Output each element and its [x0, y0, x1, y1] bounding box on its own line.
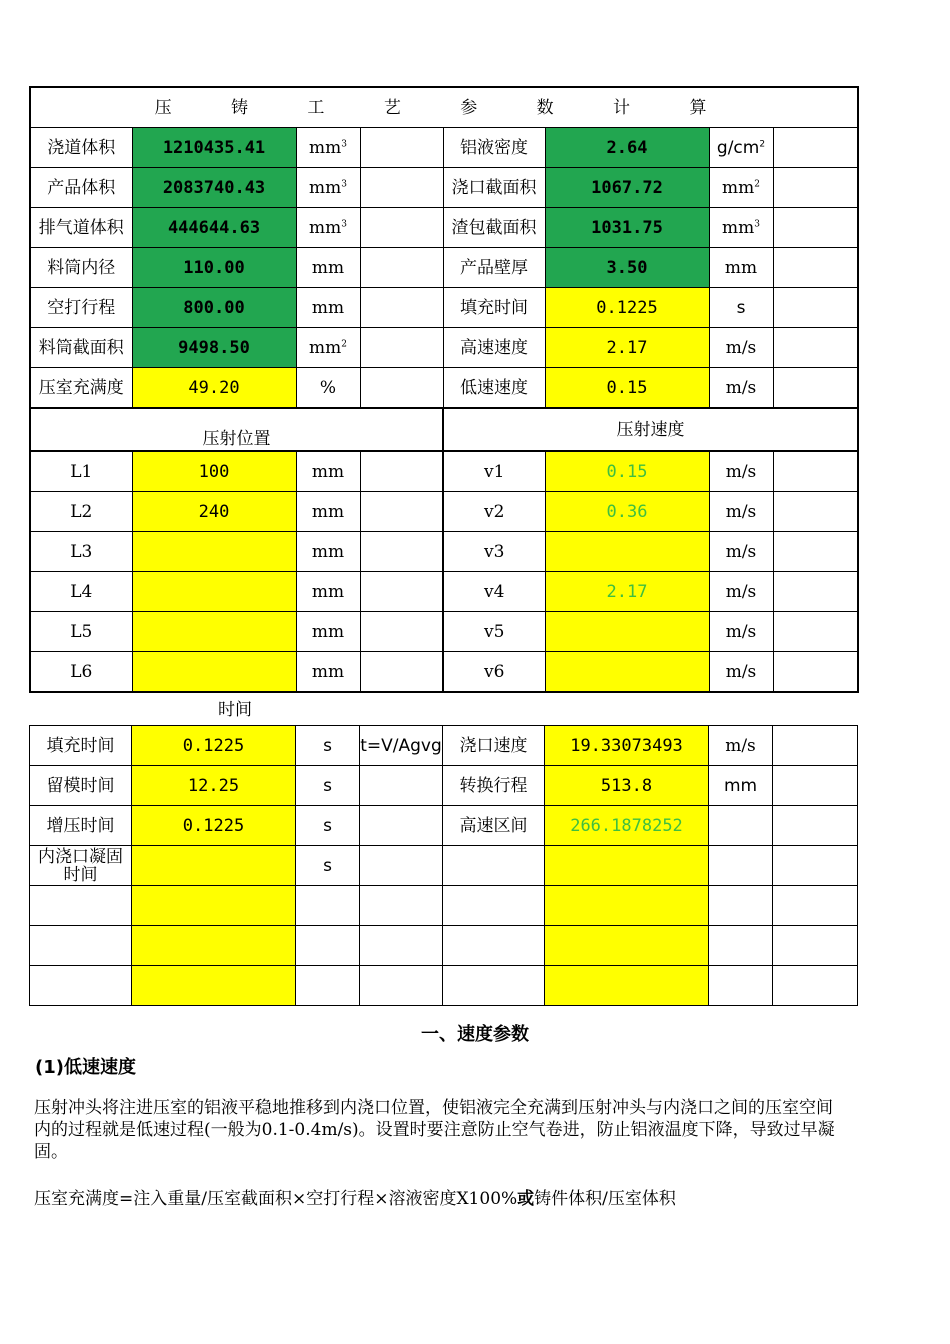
positions-header: 压射位置	[30, 408, 443, 451]
cell-fill-time[interactable]: 0.1225	[545, 288, 709, 328]
empty-cell[interactable]	[360, 208, 443, 248]
position-unit: mm	[296, 532, 360, 572]
speed-label: v2	[443, 492, 545, 532]
empty-cell[interactable]	[360, 612, 443, 652]
label-vent-volume: 排气道体积	[30, 208, 132, 248]
label-sleeve-area: 料筒截面积	[30, 328, 132, 368]
result-label: 转换行程	[443, 766, 545, 806]
time-value[interactable]: 0.1225	[132, 806, 296, 846]
position-value[interactable]	[132, 652, 296, 693]
position-label: L4	[30, 572, 132, 612]
unit-product-volume: $mm^3$	[296, 168, 360, 208]
result-unit	[709, 806, 773, 846]
position-label: L5	[30, 612, 132, 652]
time-value[interactable]: 0.1225	[132, 726, 296, 766]
speed-label: v1	[443, 451, 545, 492]
empty-cell[interactable]	[773, 168, 858, 208]
speed-unit: m/s	[709, 652, 773, 693]
empty-yellow-cell[interactable]	[545, 926, 709, 966]
position-label: L6	[30, 652, 132, 693]
unit-sleeve-area: $mm^2$	[296, 328, 360, 368]
empty-cell[interactable]	[360, 168, 443, 208]
empty-cell[interactable]	[773, 328, 858, 368]
empty-cell[interactable]	[773, 652, 858, 693]
cell-gate-area[interactable]: 1067.72	[545, 168, 709, 208]
unit-low-speed: m/s	[709, 368, 773, 409]
cell-high-speed[interactable]: 2.17	[545, 328, 709, 368]
result-value[interactable]: 513.8	[545, 766, 709, 806]
empty-cell[interactable]	[773, 572, 858, 612]
empty-yellow-cell[interactable]	[545, 966, 709, 1006]
cell-dry-stroke[interactable]: 800.00	[132, 288, 296, 328]
unit-fill-ratio: %	[296, 368, 360, 409]
empty-cell[interactable]	[773, 966, 858, 1006]
empty-cell[interactable]	[773, 806, 858, 846]
position-value[interactable]: 100	[132, 451, 296, 492]
label-high-speed: 高速速度	[443, 328, 545, 368]
empty-cell[interactable]	[30, 886, 132, 926]
position-value[interactable]	[132, 572, 296, 612]
empty-yellow-cell[interactable]	[545, 886, 709, 926]
empty-cell[interactable]	[443, 966, 545, 1006]
position-unit: mm	[296, 451, 360, 492]
empty-cell[interactable]	[773, 288, 858, 328]
unit-high-speed: m/s	[709, 328, 773, 368]
empty-cell[interactable]	[773, 532, 858, 572]
cell-al-density[interactable]: 2.64	[545, 128, 709, 168]
time-label-cell: 内浇口凝固时间	[30, 846, 132, 886]
formula-note: t=V/Agvg	[360, 726, 443, 766]
empty-cell[interactable]	[773, 128, 858, 168]
empty-cell[interactable]	[773, 492, 858, 532]
result-value[interactable]: 266.1878252	[545, 806, 709, 846]
unit-slag-area: $mm^3$	[709, 208, 773, 248]
unit-sleeve-diameter: mm	[296, 248, 360, 288]
page-title: 压 铸 工 艺 参 数 计 算	[30, 87, 858, 128]
empty-cell[interactable]	[709, 966, 773, 1006]
empty-cell[interactable]	[30, 966, 132, 1006]
position-unit: mm	[296, 652, 360, 693]
unit-gate-area: $mm^2$	[709, 168, 773, 208]
result-unit	[709, 846, 773, 886]
time-value[interactable]	[132, 846, 296, 886]
position-unit: mm	[296, 612, 360, 652]
cell-slag-area[interactable]: 1031.75	[545, 208, 709, 248]
time-value[interactable]: 12.25	[132, 766, 296, 806]
empty-cell[interactable]	[360, 926, 443, 966]
empty-cell[interactable]	[296, 886, 360, 926]
result-label: 浇口速度	[443, 726, 545, 766]
result-value[interactable]	[545, 846, 709, 886]
label-fill-time: 填充时间	[443, 288, 545, 328]
speed-value[interactable]	[545, 532, 709, 572]
time-label-cell: 增压时间	[30, 806, 132, 846]
empty-cell[interactable]	[360, 288, 443, 328]
unit-runner-volume: $mm^3$	[296, 128, 360, 168]
label-runner-volume: 浇道体积	[30, 128, 132, 168]
unit-dry-stroke: mm	[296, 288, 360, 328]
empty-cell[interactable]	[773, 846, 858, 886]
speed-value[interactable]	[545, 612, 709, 652]
speed-value[interactable]	[545, 652, 709, 693]
time-table	[29, 725, 858, 1006]
empty-yellow-cell[interactable]	[132, 926, 296, 966]
label-product-volume: 产品体积	[30, 168, 132, 208]
empty-cell[interactable]	[773, 926, 858, 966]
sub-heading: (1)低速速度	[35, 1057, 136, 1078]
speed-label: v3	[443, 532, 545, 572]
time-unit: s	[296, 766, 360, 806]
formula-note	[360, 766, 443, 806]
position-label: L1	[30, 451, 132, 492]
empty-cell[interactable]	[360, 492, 443, 532]
section-heading: 一、速度参数	[421, 1024, 529, 1045]
position-value[interactable]: 240	[132, 492, 296, 532]
empty-cell[interactable]	[360, 128, 443, 168]
empty-cell[interactable]	[360, 451, 443, 492]
label-sleeve-diameter: 料筒内径	[30, 248, 132, 288]
position-value[interactable]	[132, 612, 296, 652]
time-label-cell: 填充时间	[30, 726, 132, 766]
empty-cell[interactable]	[360, 966, 443, 1006]
empty-cell[interactable]	[773, 208, 858, 248]
label-low-speed: 低速速度	[443, 368, 545, 409]
cell-product-volume[interactable]: 2083740.43	[132, 168, 296, 208]
empty-cell[interactable]	[360, 368, 443, 409]
cell-vent-volume[interactable]: 444644.63	[132, 208, 296, 248]
speed-unit: m/s	[709, 451, 773, 492]
speed-value[interactable]: 0.15	[545, 451, 709, 492]
description-paragraph: 压射冲头将注进压室的铝液平稳地推移到内浇口位置，使铝液完全充满到压射冲头与内浇口之间的压室空间内的过程就是低速过程(一般为0.1-0.4m/s)。设置时要注意防止空气卷进，防止铝液温度下降，导致过早凝固。	[34, 1098, 835, 1162]
empty-cell[interactable]	[773, 368, 858, 409]
label-wall-thickness: 产品壁厚	[443, 248, 545, 288]
formula-note	[360, 846, 443, 886]
unit-vent-volume: $mm^3$	[296, 208, 360, 248]
empty-yellow-cell[interactable]	[132, 966, 296, 1006]
cell-fill-ratio[interactable]: 49.20	[132, 368, 296, 409]
unit-al-density: $g/cm^2$	[709, 128, 773, 168]
result-unit: mm	[709, 766, 773, 806]
cell-runner-volume[interactable]: 1210435.41	[132, 128, 296, 168]
result-value[interactable]: 19.33073493	[545, 726, 709, 766]
empty-cell[interactable]	[360, 652, 443, 693]
empty-cell[interactable]	[773, 726, 858, 766]
empty-cell[interactable]	[296, 926, 360, 966]
speed-value[interactable]: 0.36	[545, 492, 709, 532]
empty-yellow-cell[interactable]	[132, 886, 296, 926]
cell-sleeve-diameter[interactable]: 110.00	[132, 248, 296, 288]
result-unit: m/s	[709, 726, 773, 766]
empty-cell[interactable]	[443, 886, 545, 926]
empty-cell[interactable]	[360, 328, 443, 368]
speed-value[interactable]: 2.17	[545, 572, 709, 612]
empty-cell[interactable]	[443, 926, 545, 966]
label-dry-stroke: 空打行程	[30, 288, 132, 328]
unit-fill-time: s	[709, 288, 773, 328]
formula-note	[360, 806, 443, 846]
unit-wall-thickness: mm	[709, 248, 773, 288]
empty-cell[interactable]	[773, 248, 858, 288]
time-unit: s	[296, 806, 360, 846]
result-label: 高速区间	[443, 806, 545, 846]
position-label: L2	[30, 492, 132, 532]
speed-label: v5	[443, 612, 545, 652]
empty-cell[interactable]	[296, 966, 360, 1006]
cell-sleeve-area[interactable]: 9498.50	[132, 328, 296, 368]
label-al-density: 铝液密度	[443, 128, 545, 168]
empty-cell[interactable]	[360, 886, 443, 926]
position-unit: mm	[296, 572, 360, 612]
speed-label: v6	[443, 652, 545, 693]
empty-cell[interactable]	[360, 572, 443, 612]
parameter-table	[29, 86, 859, 693]
speeds-header: 压射速度	[443, 408, 858, 451]
time-unit: s	[296, 726, 360, 766]
empty-cell[interactable]	[709, 886, 773, 926]
speed-unit: m/s	[709, 532, 773, 572]
time-label-cell: 留模时间	[30, 766, 132, 806]
time-label: 时间	[218, 700, 252, 720]
empty-cell[interactable]	[709, 926, 773, 966]
empty-cell[interactable]	[360, 248, 443, 288]
position-value[interactable]	[132, 532, 296, 572]
speed-unit: m/s	[709, 572, 773, 612]
result-label	[443, 846, 545, 886]
position-unit: mm	[296, 492, 360, 532]
cell-low-speed[interactable]: 0.15	[545, 368, 709, 409]
fill-ratio-formula: 压室充满度=注入重量/压室截面积×空打行程×溶液密度X100%或铸件体积/压室体积	[34, 1189, 676, 1209]
empty-cell[interactable]	[360, 532, 443, 572]
time-unit: s	[296, 846, 360, 886]
speed-unit: m/s	[709, 612, 773, 652]
speed-unit: m/s	[709, 492, 773, 532]
cell-wall-thickness[interactable]: 3.50	[545, 248, 709, 288]
label-fill-ratio: 压室充满度	[30, 368, 132, 409]
empty-cell[interactable]	[30, 926, 132, 966]
position-label: L3	[30, 532, 132, 572]
label-slag-area: 渣包截面积	[443, 208, 545, 248]
empty-cell[interactable]	[773, 766, 858, 806]
empty-cell[interactable]	[773, 451, 858, 492]
speed-label: v4	[443, 572, 545, 612]
label-gate-area: 浇口截面积	[443, 168, 545, 208]
empty-cell[interactable]	[773, 886, 858, 926]
empty-cell[interactable]	[773, 612, 858, 652]
